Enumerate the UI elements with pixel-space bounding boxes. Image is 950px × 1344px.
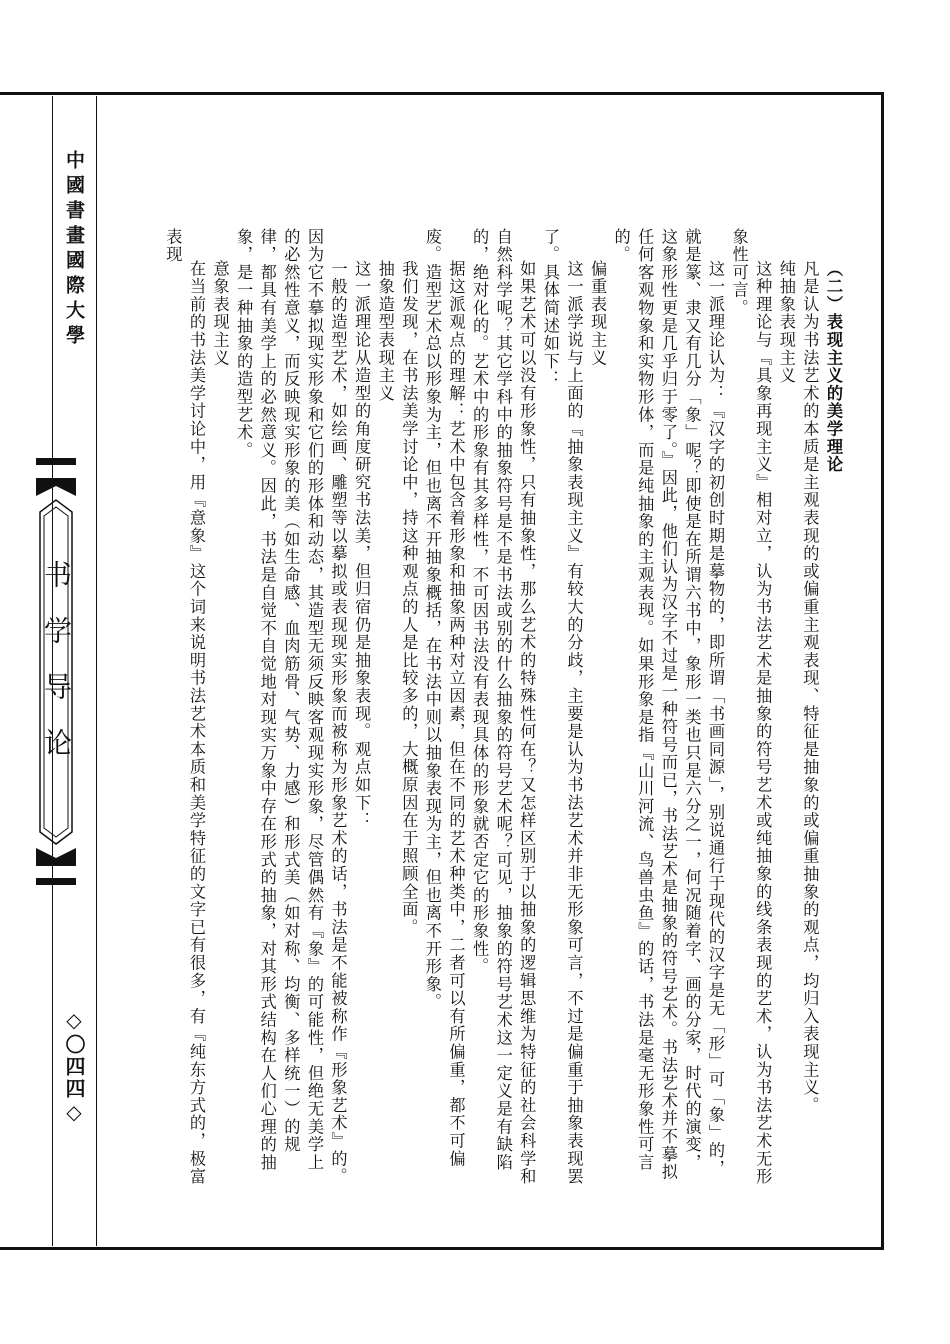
paragraph-7: 我们发现，在书法美学讨论中，持这种观点的人是比较多的，大概原因在于照顾全面。 <box>399 260 419 937</box>
margin-rule-right <box>96 96 97 1246</box>
subheading-4: 意象表现主义 <box>210 260 230 368</box>
section-heading: （二）表现主义的美学理论 <box>824 260 843 474</box>
paragraph-1: 凡是认为书法艺术的本质是主观表现的或偏重主观表现、特征是抽象的或偏重抽象的观点，均归入表现主义。 <box>800 260 820 1115</box>
plaque-bar-top <box>36 458 76 465</box>
page-number: ◇〇四四◇ <box>62 1008 86 1126</box>
subheading-2: 偏重表现主义 <box>588 260 608 368</box>
plaque-bar-bottom <box>36 878 76 885</box>
subheading-1: 纯抽象表现主义 <box>776 260 796 385</box>
paragraph-9: 一般的造型艺术，如绘画、雕塑等以摹拟或表现现实形象而被称为形象艺术的话，书法是不能被称作『形象艺术』的。因为它不摹拟现实形象和它们的形体和动态，其造型无须反映客观现实形象，尽管偶然有『象』的可能性，但绝无美学上的必然性意义，而反映现实形象的美（如生命感、血肉筋骨、气势、力感）和形式美（如对称、均衡、多样统一）的规律，都具有美学上的必然意义。因此，书法是自觉不自觉地对现实万象中存在形式的抽象，对其形式结构在人们心理的抽象，是一种抽象的造型艺术。 <box>234 228 348 1186</box>
paragraph-2: 这种理论与『具象再现主义』相对立，认为书法艺术是抽象的符号艺术或纯抽象的线条表现的艺术，认为书法艺术无形象性可言。 <box>729 228 773 1186</box>
paragraph-5: 如果艺术可以没有形象性，只有抽象性，那么艺术的特殊性何在？又怎样区别于以抽象的逻辑思维为特征的社会科学和自然科学呢？其它学科中的抽象符号是不是书法或别的什么抽象的符号艺术呢？可见，抽象的符号艺术这一定义是有缺陷的，绝对化的。艺术中的形象有其多样性，不可因书法没有表现具体的形象就否定它的形象性。 <box>470 228 537 1186</box>
subheading-3: 抽象造型表现主义 <box>375 260 395 403</box>
paragraph-4: 这一派学说与上面的『抽象表现主义』有较大的分歧，主要是认为书法艺术并非无形象可言，不过是偏重于抽象表现罢了。具体简述如下： <box>540 228 584 1186</box>
paragraph-8: 这一派理论从造型的角度研究书法美，但归宿仍是抽象表现。观点如下： <box>352 260 372 830</box>
paragraph-10: 在当前的书法美学讨论中，用『意象』这个词来说明书法艺术本质和美学特征的文字已有很多，有『纯东方式的，极富表现 <box>163 228 206 1186</box>
vertical-text-body <box>140 228 845 1188</box>
paragraph-6: 据这派观点的理解：艺术中包含着形象和抽象两种对立因素，但在不同的艺术种类中，二者可以有所偏重，都不可偏废。造型艺术总以形象为主，但也离不开抽象概括，在书法中则以抽象表现为主，但也离不开形象。 <box>422 228 466 1169</box>
book-title: 书学导论 <box>40 560 73 784</box>
paragraph-3: 这一派理论认为：『汉字的初创时期是摹物的，即所谓「书画同源」，别说通行于现代的汉字是无「形」可「象」的，就是篆、隶又有几分「象」呢？即使是在所谓六书中，象形一类也只是六分之一，何况随着字、画的分家，时代的演变，这象形性更是几乎归于零了。』因此，他们认为汉字不过是一种符号而已，书法艺术是抽象的符号艺术。书法艺术并不摹拟任何客观物象和实物形体，而是纯抽象的主观表现。如果形象是指『山川河流、鸟兽虫鱼』的话，书法是毫无形象性可言的。 <box>611 228 726 1182</box>
university-name: 中國書畫國際大學 <box>63 150 85 350</box>
